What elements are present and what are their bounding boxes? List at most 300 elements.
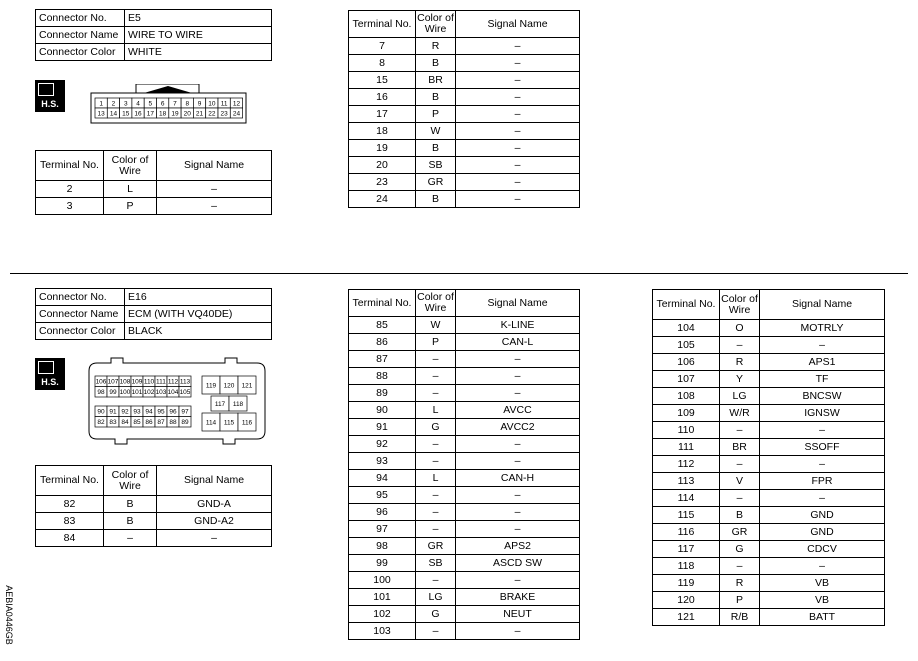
terminal-no-cell: 23 [349, 174, 416, 191]
wire-color-cell: – [416, 351, 456, 368]
signal-name-cell: – [456, 436, 580, 453]
wire-color-cell: – [720, 558, 760, 575]
table-row [349, 453, 580, 470]
header-color-of-wire: Color of Wire [720, 290, 760, 320]
section-divider [10, 273, 908, 274]
wire-color-cell: – [416, 368, 456, 385]
header-color-of-wire: Color of Wire [416, 11, 456, 38]
terminal-no-cell: 117 [653, 541, 720, 558]
terminal-no-cell: 108 [653, 388, 720, 405]
pin-label: 11 [220, 100, 228, 108]
table-row [349, 72, 580, 89]
signal-name-cell: – [157, 530, 272, 547]
terminal-no-cell: 105 [653, 337, 720, 354]
pin-label: 93 [133, 408, 141, 416]
pin-label: 117 [214, 400, 226, 408]
pin-label: 19 [171, 110, 179, 118]
terminal-no-cell: 96 [349, 504, 416, 521]
table-row [349, 123, 580, 140]
table-row [349, 385, 580, 402]
table-row [653, 524, 885, 541]
terminal-no-cell: 19 [349, 140, 416, 157]
pin-label: 88 [169, 419, 177, 427]
pin-label: 91 [109, 408, 117, 416]
wire-color-cell: SB [416, 157, 456, 174]
signal-name-cell: IGNSW [760, 405, 885, 422]
terminal-no-cell: 24 [349, 191, 416, 208]
signal-name-cell: – [456, 123, 580, 140]
pin-label: 12 [232, 100, 241, 108]
signal-name-cell: APS2 [456, 538, 580, 555]
pin-label: 119 [205, 382, 217, 390]
pin-label: 99 [109, 389, 117, 397]
terminal-no-cell: 102 [349, 606, 416, 623]
wire-color-cell: – [720, 337, 760, 354]
table-row [653, 473, 885, 490]
terminal-no-cell: 85 [349, 317, 416, 334]
wire-color-cell: – [416, 453, 456, 470]
wire-color-cell: W [416, 123, 456, 140]
header-terminal-no: Terminal No. [36, 466, 104, 496]
wire-color-cell: P [416, 106, 456, 123]
terminal-no-cell: 93 [349, 453, 416, 470]
label-connector-no: Connector No. [36, 289, 125, 306]
terminal-no-cell: 8 [349, 55, 416, 72]
table-row [653, 592, 885, 609]
wire-color-cell: B [416, 191, 456, 208]
wire-color-cell: B [720, 507, 760, 524]
label-connector-name: Connector Name [36, 306, 125, 323]
terminal-no-cell: 111 [653, 439, 720, 456]
pin-label: 10 [208, 100, 216, 108]
signal-name-cell: AVCC [456, 402, 580, 419]
table-row [349, 538, 580, 555]
terminal-no-cell: 94 [349, 470, 416, 487]
table-row [36, 181, 272, 198]
wire-color-cell: G [416, 419, 456, 436]
wire-color-cell: L [416, 470, 456, 487]
wire-color-cell: – [416, 385, 456, 402]
signal-name-cell: – [456, 38, 580, 55]
header-terminal-no: Terminal No. [349, 11, 416, 38]
signal-name-cell: – [760, 558, 885, 575]
signal-name-cell: – [456, 89, 580, 106]
wire-color-cell: BR [416, 72, 456, 89]
table-row [349, 555, 580, 572]
wire-color-cell: SB [416, 555, 456, 572]
signal-name-cell: – [456, 351, 580, 368]
pin-label: 2 [111, 100, 116, 108]
wire-color-cell: G [416, 606, 456, 623]
signal-name-cell: – [456, 140, 580, 157]
signal-name-cell: NEUT [456, 606, 580, 623]
table-row [349, 521, 580, 538]
pin-label: 100 [119, 389, 131, 397]
pin-label: 111 [156, 378, 166, 386]
signal-name-cell: VB [760, 592, 885, 609]
table-row [653, 575, 885, 592]
signal-name-cell: CDCV [760, 541, 885, 558]
signal-name-cell: – [456, 487, 580, 504]
signal-name-cell: ASCD SW [456, 555, 580, 572]
table-row [349, 419, 580, 436]
table-row [349, 606, 580, 623]
terminal-no-cell: 99 [349, 555, 416, 572]
table-row [36, 530, 272, 547]
wire-color-cell: W [416, 317, 456, 334]
table-row [653, 422, 885, 439]
wire-color-cell: L [416, 402, 456, 419]
terminal-no-cell: 3 [36, 198, 104, 215]
pin-label: 83 [109, 419, 117, 427]
terminal-no-cell: 91 [349, 419, 416, 436]
table-row [349, 504, 580, 521]
header-terminal-no: Terminal No. [36, 151, 104, 181]
signal-name-cell: – [456, 157, 580, 174]
table-row [653, 388, 885, 405]
terminal-no-cell: 103 [349, 623, 416, 640]
wire-color-cell: R [720, 354, 760, 371]
e5-terminal-table-a [35, 150, 272, 215]
document-code: AEBIA0446GB [4, 585, 14, 645]
label-connector-color: Connector Color [36, 44, 125, 61]
signal-name-cell: GND-A2 [157, 513, 272, 530]
signal-name-cell: – [456, 191, 580, 208]
signal-name-cell: – [760, 490, 885, 507]
terminal-no-cell: 97 [349, 521, 416, 538]
wire-color-cell: R [416, 38, 456, 55]
label-connector-name: Connector Name [36, 27, 125, 44]
wire-color-cell: – [720, 422, 760, 439]
pin-label: 82 [97, 419, 105, 427]
terminal-no-cell: 82 [36, 496, 104, 513]
terminal-no-cell: 87 [349, 351, 416, 368]
pin-label: 13 [97, 110, 105, 118]
signal-name-cell: APS1 [760, 354, 885, 371]
wire-color-cell: W/R [720, 405, 760, 422]
signal-name-cell: CAN-L [456, 334, 580, 351]
signal-name-cell: VB [760, 575, 885, 592]
pin-label: 22 [208, 110, 216, 118]
signal-name-cell: – [456, 55, 580, 72]
pin-label: 85 [133, 419, 141, 427]
signal-name-cell: – [456, 385, 580, 402]
signal-name-cell: – [456, 453, 580, 470]
table-row [349, 487, 580, 504]
pin-label: 121 [241, 382, 253, 390]
pin-label: 108 [119, 378, 131, 386]
pin-label: 116 [241, 419, 253, 427]
wire-color-cell: G [720, 541, 760, 558]
wire-color-cell: – [416, 436, 456, 453]
signal-name-cell: – [456, 174, 580, 191]
signal-name-cell: K-LINE [456, 317, 580, 334]
wire-color-cell: – [720, 490, 760, 507]
table-row [653, 371, 885, 388]
wire-color-cell: – [416, 623, 456, 640]
pin-label: 103 [155, 389, 167, 397]
table-row [349, 368, 580, 385]
signal-name-cell: – [157, 198, 272, 215]
table-row [653, 490, 885, 507]
terminal-no-cell: 116 [653, 524, 720, 541]
pin-label: 5 [148, 100, 153, 108]
wire-color-cell: B [416, 55, 456, 72]
pin-label: 86 [145, 419, 153, 427]
pin-label: 3 [123, 100, 128, 108]
table-row [653, 439, 885, 456]
wire-color-cell: – [416, 572, 456, 589]
label-connector-no: Connector No. [36, 10, 125, 27]
pin-label: 104 [167, 389, 179, 397]
pin-label: 112 [167, 378, 179, 386]
wire-color-cell: P [416, 334, 456, 351]
header-signal-name: Signal Name [157, 151, 272, 181]
pin-label: 114 [205, 419, 217, 427]
signal-name-cell: GND-A [157, 496, 272, 513]
pin-label: 15 [122, 110, 130, 118]
table-row [349, 402, 580, 419]
pin-label: 8 [185, 100, 190, 108]
table-row [349, 106, 580, 123]
e5-connector-diagram [90, 84, 247, 124]
terminal-no-cell: 86 [349, 334, 416, 351]
terminal-no-cell: 89 [349, 385, 416, 402]
table-row [653, 405, 885, 422]
pin-label: 6 [160, 100, 165, 108]
e16-terminal-table-c [652, 289, 885, 626]
terminal-no-cell: 88 [349, 368, 416, 385]
hs-icon: H.S. [35, 358, 65, 390]
signal-name-cell: – [456, 521, 580, 538]
pin-label: 120 [223, 382, 235, 390]
signal-name-cell: – [456, 504, 580, 521]
table-row [349, 89, 580, 106]
signal-name-cell: GND [760, 524, 885, 541]
pin-label: 24 [232, 110, 241, 118]
wire-color-cell: GR [416, 174, 456, 191]
pin-label: 94 [145, 408, 153, 416]
header-color-of-wire: Color of Wire [416, 290, 456, 317]
wire-color-cell: LG [720, 388, 760, 405]
wire-color-cell: V [720, 473, 760, 490]
wire-color-cell: – [104, 530, 157, 547]
wire-color-cell: Y [720, 371, 760, 388]
signal-name-cell: BNCSW [760, 388, 885, 405]
pin-label: 96 [169, 408, 177, 416]
terminal-no-cell: 118 [653, 558, 720, 575]
e16-connector-info [35, 288, 272, 340]
signal-name-cell: – [760, 337, 885, 354]
pin-label: 90 [97, 408, 105, 416]
table-row [653, 354, 885, 371]
terminal-no-cell: 121 [653, 609, 720, 626]
pin-label: 84 [121, 419, 129, 427]
table-row [349, 436, 580, 453]
signal-name-cell: – [456, 623, 580, 640]
terminal-no-cell: 20 [349, 157, 416, 174]
e5-terminal-table-b [348, 10, 580, 208]
terminal-no-cell: 92 [349, 436, 416, 453]
table-row [36, 198, 272, 215]
terminal-no-cell: 98 [349, 538, 416, 555]
pin-label: 110 [143, 378, 155, 386]
e16-connector-color: BLACK [125, 323, 272, 340]
pin-label: 20 [183, 110, 191, 118]
wire-color-cell: R [720, 575, 760, 592]
table-row [349, 157, 580, 174]
hs-icon: H.S. [35, 80, 65, 112]
table-row [349, 317, 580, 334]
e5-connector-info [35, 9, 272, 61]
terminal-no-cell: 113 [653, 473, 720, 490]
e5-connector-name: WIRE TO WIRE [125, 27, 272, 44]
e16-connector-diagram [87, 357, 268, 445]
table-row [349, 55, 580, 72]
pin-label: 102 [143, 389, 155, 397]
table-row [349, 589, 580, 606]
table-row [349, 623, 580, 640]
pin-label: 87 [157, 419, 165, 427]
signal-name-cell: – [456, 72, 580, 89]
signal-name-cell: BATT [760, 609, 885, 626]
terminal-no-cell: 107 [653, 371, 720, 388]
terminal-no-cell: 110 [653, 422, 720, 439]
wire-color-cell: P [104, 198, 157, 215]
wire-color-cell: GR [416, 538, 456, 555]
table-row [653, 320, 885, 337]
pin-label: 105 [179, 389, 191, 397]
pin-label: 16 [134, 110, 142, 118]
e5-connector-color: WHITE [125, 44, 272, 61]
terminal-no-cell: 16 [349, 89, 416, 106]
table-row [36, 513, 272, 530]
signal-name-cell: FPR [760, 473, 885, 490]
wire-color-cell: – [720, 456, 760, 473]
table-row [349, 38, 580, 55]
terminal-no-cell: 119 [653, 575, 720, 592]
e16-connector-no: E16 [125, 289, 272, 306]
terminal-no-cell: 100 [349, 572, 416, 589]
terminal-no-cell: 2 [36, 181, 104, 198]
e16-connector-name: ECM (WITH VQ40DE) [125, 306, 272, 323]
pin-label: 92 [121, 408, 129, 416]
wire-color-cell: – [416, 487, 456, 504]
table-row [653, 507, 885, 524]
signal-name-cell: – [456, 106, 580, 123]
table-row [653, 541, 885, 558]
pin-label: 106 [95, 378, 107, 386]
terminal-no-cell: 95 [349, 487, 416, 504]
pin-label: 101 [131, 389, 143, 397]
pin-label: 115 [223, 419, 235, 427]
pin-label: 23 [220, 110, 228, 118]
pin-label: 4 [136, 100, 140, 108]
table-row [349, 191, 580, 208]
signal-name-cell: CAN-H [456, 470, 580, 487]
wire-color-cell: BR [720, 439, 760, 456]
table-row [349, 334, 580, 351]
header-color-of-wire: Color of Wire [104, 151, 157, 181]
header-terminal-no: Terminal No. [349, 290, 416, 317]
wire-color-cell: B [104, 513, 157, 530]
header-signal-name: Signal Name [456, 290, 580, 317]
wire-color-cell: R/B [720, 609, 760, 626]
e5-connector-no: E5 [125, 10, 272, 27]
wire-color-cell: O [720, 320, 760, 337]
signal-name-cell: MOTRLY [760, 320, 885, 337]
label-connector-color: Connector Color [36, 323, 125, 340]
wire-color-cell: L [104, 181, 157, 198]
terminal-no-cell: 18 [349, 123, 416, 140]
signal-name-cell: – [760, 456, 885, 473]
terminal-no-cell: 101 [349, 589, 416, 606]
wire-color-cell: GR [720, 524, 760, 541]
pin-label: 1 [99, 100, 103, 108]
header-terminal-no: Terminal No. [653, 290, 720, 320]
terminal-no-cell: 83 [36, 513, 104, 530]
e16-terminal-table-b [348, 289, 580, 640]
wire-color-cell: B [416, 140, 456, 157]
header-signal-name: Signal Name [760, 290, 885, 320]
terminal-no-cell: 15 [349, 72, 416, 89]
wire-color-cell: LG [416, 589, 456, 606]
table-row [349, 572, 580, 589]
wire-color-cell: B [104, 496, 157, 513]
terminal-no-cell: 120 [653, 592, 720, 609]
pin-label: 18 [159, 110, 167, 118]
signal-name-cell: – [456, 368, 580, 385]
wire-color-cell: B [416, 89, 456, 106]
table-row [653, 456, 885, 473]
pin-label: 95 [157, 408, 165, 416]
pin-label: 9 [197, 100, 202, 108]
wire-color-cell: – [416, 504, 456, 521]
terminal-no-cell: 114 [653, 490, 720, 507]
pin-label: 113 [179, 378, 191, 386]
signal-name-cell: BRAKE [456, 589, 580, 606]
pin-label: 98 [97, 389, 105, 397]
signal-name-cell: – [760, 422, 885, 439]
table-row [349, 351, 580, 368]
pin-label: 17 [146, 110, 154, 118]
terminal-no-cell: 84 [36, 530, 104, 547]
terminal-no-cell: 106 [653, 354, 720, 371]
table-row [653, 558, 885, 575]
table-row [349, 140, 580, 157]
pin-label: 109 [131, 378, 143, 386]
terminal-no-cell: 7 [349, 38, 416, 55]
table-row [653, 337, 885, 354]
signal-name-cell: GND [760, 507, 885, 524]
e16-terminal-table-a [35, 465, 272, 547]
terminal-no-cell: 104 [653, 320, 720, 337]
pin-label: 97 [181, 408, 189, 416]
pin-label: 89 [181, 419, 189, 427]
pin-label: 21 [195, 110, 204, 118]
terminal-no-cell: 115 [653, 507, 720, 524]
wire-color-cell: P [720, 592, 760, 609]
pin-label: 107 [107, 378, 119, 386]
pin-label: 118 [232, 400, 244, 408]
table-row [349, 174, 580, 191]
signal-name-cell: – [456, 572, 580, 589]
header-signal-name: Signal Name [456, 11, 580, 38]
signal-name-cell: TF [760, 371, 885, 388]
terminal-no-cell: 90 [349, 402, 416, 419]
table-row [653, 609, 885, 626]
table-row [36, 496, 272, 513]
